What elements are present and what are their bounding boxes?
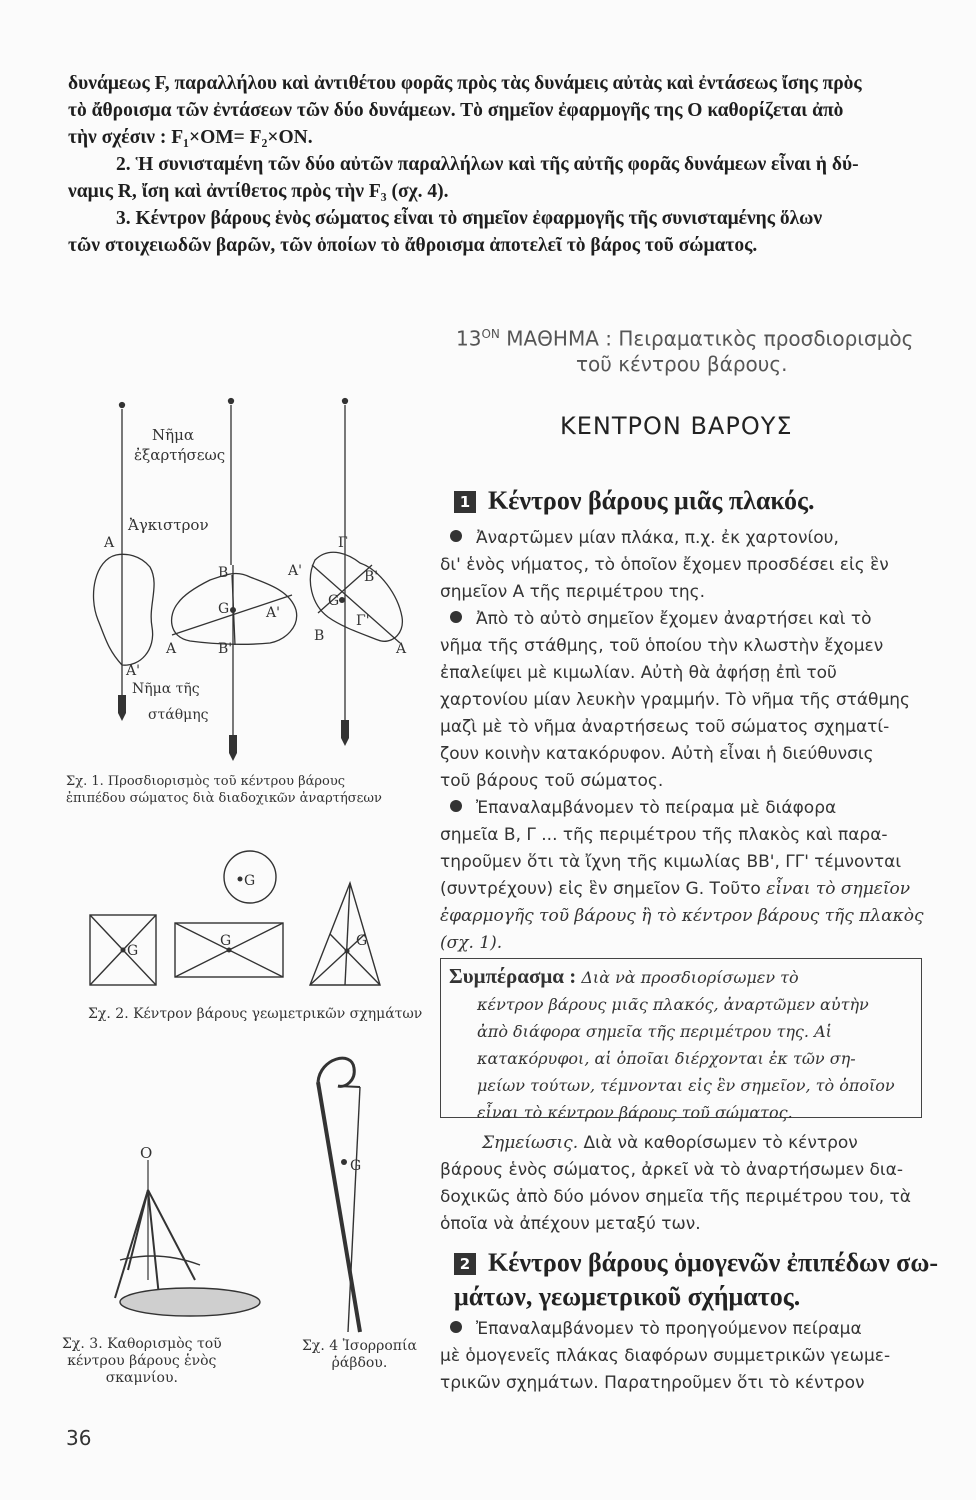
figure-2-diagram [80,845,400,1005]
figure-3-caption: Σχ. 3. Καθορισμὸς τοῦ κέντρου βάρους ἑνὸς σκαμνίου. [62,1336,222,1386]
bullet-icon [450,530,462,542]
label-A: A [104,535,115,551]
label-G: G [218,601,230,617]
note-paragraph: Σημείωσις. Διὰ νὰ καθορίσωμεν τὸ κέντρον βάρους ἑνὸς σώματος, ἀρκεῖ νὰ τὸ ἀναρτήσωμεν δια- δοχικῶς ἀπὸ δύο μόνον σημεῖα τῆς περιμέτρου του, τὰ ὁποῖα νὰ ἀπέχουν μεταξύ των. [440,1133,911,1234]
label-B-prime: B' [218,641,233,657]
section-1-text [440,525,940,957]
section-1-heading [454,484,815,518]
label-B-prime: B' [364,569,379,585]
section-number: 2 [454,1253,476,1275]
section-number: 1 [454,491,476,513]
label-G: G [220,933,232,949]
figure-4-diagram [290,1042,430,1342]
section-title: Κέντρον βάρους ὁμογενῶν ἐπιπέδων σω- [488,1248,938,1277]
label-hook: Ἀγκιστρον [128,516,209,534]
figure-4-caption: Σχ. 4 Ἰσορροπία ῥάβδου. [302,1338,417,1371]
bullet-icon [450,800,462,812]
text-line: τὴν σχέσιν : F₁×OM= F₂×ON. [68,127,313,148]
centroid-marker [230,607,236,613]
text-line: τῶν στοιχειωδῶν βαρῶν, τῶν ὁποίων τὸ ἄθροισμα ἀποτελεῖ τὸ βάρος τοῦ σώματος. [68,235,758,256]
label-thread: Νῆμα [152,426,194,444]
label-B: B [218,565,229,581]
figure-1-diagram [60,395,430,765]
top-paragraph-2 [68,151,944,205]
plumb-bob-icon [229,735,237,761]
figure-2-caption: Σχ. 2. Κέντρον βάρους γεωμετρικῶν σχημάτων [88,1006,423,1022]
label-G: G [350,1158,362,1174]
top-paragraph-3 [68,205,944,259]
bullet-paragraph: Ἐπαναλαμβάνομεν τὸ πείραμα μὲ διάφορα σημεῖα Β, Γ ... τῆς περιμέτρου τῆς πλακὸς καὶ παρα- τηροῦμεν ὅτι τὰ ἴχνη τῆς κιμωλίας ΒΒ', ΓΓ' τέμνονται (συντρέχουν) εἰς ἓν σημεῖον G. Τοῦτο εἶναι τὸ σημεῖον ἐφαρμογῆς τοῦ βάρους ἢ τὸ κέντρον βάρους τῆς πλακὸς (σχ. 1). [440,798,924,953]
bullet-icon [450,1321,462,1333]
text-line: 3. Κέντρον βάρους ἑνὸς σώματος εἶναι τὸ σημεῖον ἐφαρμογῆς τῆς συνισταμένης ὅλων [116,208,823,229]
label-gamma: Γ [338,535,348,551]
conclusion-box: Συμπέρασμα : Διὰ νὰ προσδιορίσωμεν τὸ κέντρον βάρους μιᾶς πλακός, ἀναρτῶμεν αὐτὴν ἀπὸ διάφορα σημεῖα τῆς περιμέτρου της. Αἱ κατακόρυφοι, αἱ ὁποῖαι διέρχονται ἐκ τῶν ση- μείων τούτων, τέμνονται εἰς ἓν σημεῖον, τὸ ὁποῖον εἶναι τὸ κέντρον βάρους τοῦ σώματος. [440,958,922,1118]
section-title-2: μάτων, γεωμετρικοῦ σχήματος. [454,1282,801,1311]
text-line: τὸ ἄθροισμα τῶν ἐντάσεων τῶν δύο δυνάμεων. Τὸ σημεῖον ἐφαρμογῆς της Ο καθορίζεται ἀπὸ [68,100,844,121]
figure-3-diagram [90,1130,290,1330]
page-title: ΚΕΝΤΡΟΝ ΒΑΡΟΥΣ [560,412,793,440]
section-2-heading [454,1246,954,1314]
label-thread-2: ἐξαρτήσεως [134,446,226,464]
label-G: G [127,943,139,959]
text-line: ναμις R, ἴση καὶ ἀντίθετος πρὸς τὴν F₃ (σχ. 4). [68,181,449,202]
plumb-bob-icon [341,720,349,746]
label-gamma-prime: Γ' [356,613,370,629]
lesson-number-suffix: ΟΝ [481,327,500,341]
bullet-paragraph: Ἀπὸ τὸ αὐτὸ σημεῖον ἔχομεν ἀναρτήσει καὶ τὸ νῆμα τῆς στάθμης, τοῦ ὁποίου τὴν κλωστὴν ἔχομεν ἐπαλείψει μὲ κιμωλίαν. Αὐτὴ θὰ ἀφήσῃ ἐπὶ τοῦ χαρτονίου μίαν λευκὴν γραμμήν. Τὸ νῆμα τῆς στάθμης μαζὶ μὲ τὸ νῆμα ἀναρτήσεως τοῦ σώματος σχηματί- ζουν κοινὴν κατακόρυφον. Αὐτὴ εἶναι ἡ διεύθυνσις τοῦ βάρους τοῦ σώματος. [440,609,911,791]
label-G: G [244,873,256,889]
page-number: 36 [66,1426,92,1450]
label-A: A [166,641,177,657]
label-B: B [314,628,325,644]
label-A-prime: A' [126,663,140,679]
label-plumb-2: στάθμης [148,707,209,723]
bullet-icon [450,611,462,623]
centroid-marker [339,597,345,603]
plumb-bob-icon [118,695,126,721]
rod-hook [318,1058,354,1086]
top-paragraph-1 [68,70,944,151]
conclusion-label: Συμπέρασμα : [449,964,577,988]
label-A-prime: A' [288,563,302,579]
label-A: A [396,641,407,657]
label-plumb: Νῆμα τῆς [132,681,200,697]
label-A-prime: A' [266,605,280,621]
lesson-number: 13 [456,326,482,351]
label-G: G [328,593,340,609]
note-label: Σημείωσις. [482,1133,579,1153]
stool-seat [120,1288,260,1316]
figure-1-caption: Σχ. 1. Προσδιορισμὸς τοῦ κέντρου βάρους ἐπιπέδου σώματος διὰ διαδοχικῶν ἀναρτήσεων [66,774,382,806]
bullet-paragraph: Ἀναρτῶμεν μίαν πλάκα, π.χ. ἐκ χαρτονίου, δι' ἑνὸς νήματος, τὸ ὁποῖον ἔχομεν προσδέσει εἰς ἓν σημεῖον Α τῆς περιμέτρου της. [440,528,889,602]
lesson-title-2: τοῦ κέντρου βάρους. [576,351,788,376]
section-2-text: Ἐπαναλαμβάνομεν τὸ προηγούμενον πείραμα μὲ ὁμογενεῖς πλάκας διαφόρων συμμετρικῶν γεωμε- τρικῶν σχημάτων. Παρατηροῦμεν ὅτι τὸ κέντρον [440,1319,891,1393]
section-title: Κέντρον βάρους μιᾶς πλακός. [488,486,815,515]
triangle-shape [310,883,380,985]
text-line: 2. Ἡ συνισταμένη τῶν δύο αὐτῶν παραλλήλων καὶ τῆς αὐτῆς φορᾶς δυνάμεων εἶναι ἡ δύ- [116,154,859,175]
lesson-header [456,322,956,377]
plate-shape [94,554,155,665]
label-O: O [140,1144,153,1162]
lesson-title: ΜΑΘΗΜΑ : Πειραματικὸς προσδιορισμὸς [499,326,914,351]
text-line: δυνάμεως F, παραλλήλου καὶ ἀντιθέτου φορᾶς πρὸς τὰς δυνάμεις αὐτὰς καὶ ἐντάσεως ἴσης πρὸς [68,73,862,94]
label-G: G [356,933,368,949]
